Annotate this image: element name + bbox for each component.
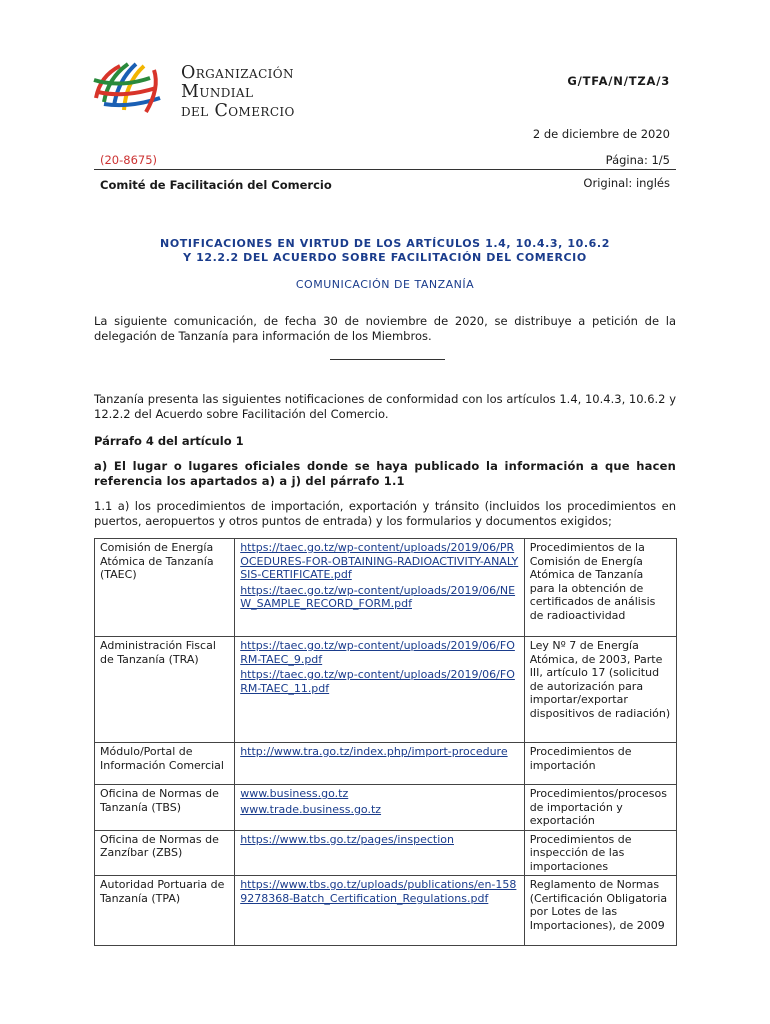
links-cell	[235, 743, 524, 785]
document-symbol: G/TFA/N/TZA/3	[567, 74, 670, 88]
table-row	[95, 637, 677, 743]
subsection-heading: a) El lugar o lugares oficiales donde se haya publicado la información a que hacen referencia los apartados a) a j) del párrafo 1.1	[94, 459, 676, 488]
agency-cell: Oficina de Normas de Zanzíbar (ZBS)	[95, 830, 235, 876]
document-link[interactable]: www.business.go.tz	[240, 787, 349, 800]
description-cell: Procedimientos/procesos de importación y exportación	[524, 785, 676, 831]
table-row	[95, 785, 677, 831]
item-paragraph: 1.1 a) los procedimientos de importación, exportación y tránsito (incluidos los procedimientos en puertos, aeropuertos y otros puntos de entrada) y los formularios y documentos exigidos;	[94, 499, 676, 528]
description-cell: Procedimientos de inspección de las importaciones	[524, 830, 676, 876]
links-cell	[235, 637, 524, 743]
title-line-1: NOTIFICACIONES EN VIRTUD DE LOS ARTÍCULOS 1.4, 10.4.3, 10.6.2	[160, 237, 610, 250]
organization-name	[181, 64, 295, 121]
page-number: Página: 1/5	[605, 153, 670, 167]
table-row	[95, 830, 677, 876]
table-row	[95, 539, 677, 637]
agency-cell: Módulo/Portal de Información Comercial	[95, 743, 235, 785]
document-link[interactable]: http://www.tra.go.tz/index.php/import-procedure	[240, 745, 508, 758]
section-heading: Párrafo 4 del artículo 1	[94, 434, 244, 448]
title-line-2: Y 12.2.2 DEL ACUERDO SOBRE FACILITACIÓN DEL COMERCIO	[183, 251, 587, 264]
document-link[interactable]: https://taec.go.tz/wp-content/uploads/2019/06/NEW_SAMPLE_RECORD_FORM.pdf	[240, 583, 516, 610]
table-row	[95, 876, 677, 946]
header-divider	[94, 169, 676, 170]
document-link[interactable]: https://taec.go.tz/wp-content/uploads/2019/06/FORM-TAEC_9.pdf	[240, 639, 515, 666]
description-cell: Procedimientos de importación	[524, 743, 676, 785]
table-row	[95, 743, 677, 785]
committee-name: Comité de Facilitación del Comercio	[100, 178, 332, 192]
links-cell	[235, 539, 524, 637]
org-name-line-2: Mundial	[181, 82, 254, 102]
original-language: Original: inglés	[583, 176, 670, 190]
agency-cell: Autoridad Portuaria de Tanzanía (TPA)	[95, 876, 235, 946]
intro-paragraph: La siguiente comunicación, de fecha 30 de noviembre de 2020, se distribuye a petición de la delegación de Tanzanía para información de los Miembros.	[94, 314, 676, 343]
org-name-line-3: del Comercio	[181, 101, 295, 121]
wto-logo-icon	[90, 58, 176, 118]
section-separator	[330, 359, 445, 360]
document-subtitle: COMUNICACIÓN DE TANZANÍA	[295, 278, 475, 291]
description-cell: Ley Nº 7 de Energía Atómica, de 2003, Parte III, artículo 17 (solicitud de autorización para importar/exportar dispositivos de radiación)	[524, 637, 676, 743]
org-name-line-1: Organización	[181, 63, 294, 83]
description-cell: Procedimientos de la Comisión de Energía Atómica de Tanzanía para la obtención de certificados de análisis de radioactividad	[524, 539, 676, 637]
notification-paragraph: Tanzanía presenta las siguientes notificaciones de conformidad con los artículos 1.4, 10.4.3, 10.6.2 y 12.2.2 del Acuerdo sobre Facilitación del Comercio.	[94, 392, 676, 421]
agency-cell: Oficina de Normas de Tanzanía (TBS)	[95, 785, 235, 831]
document-link[interactable]: https://taec.go.tz/wp-content/uploads/2019/06/PROCEDURES-FOR-OBTAINING-RADIOACTIVITY-ANALYSIS-CERTIFICATE.pdf	[240, 541, 519, 581]
document-title	[94, 237, 676, 265]
agency-cell: Comisión de Energía Atómica de Tanzanía (TAEC)	[95, 539, 235, 637]
document-date: 2 de diciembre de 2020	[532, 127, 670, 141]
links-cell	[235, 876, 524, 946]
agency-cell: Administración Fiscal de Tanzanía (TRA)	[95, 637, 235, 743]
document-link[interactable]: https://www.tbs.go.tz/uploads/publications/en-1589278368-Batch_Certification_Regulations.pdf	[240, 878, 517, 905]
description-cell: Reglamento de Normas (Certificación Obligatoria por Lotes de las Importaciones), de 2009	[524, 876, 676, 946]
document-number: (20-8675)	[100, 153, 158, 167]
links-cell	[235, 830, 524, 876]
document-link[interactable]: https://taec.go.tz/wp-content/uploads/2019/06/FORM-TAEC_11.pdf	[240, 668, 515, 695]
document-link[interactable]: https://www.tbs.go.tz/pages/inspection	[240, 832, 454, 846]
links-cell	[235, 785, 524, 831]
procedures-table	[94, 538, 677, 946]
document-link[interactable]: www.trade.business.go.tz	[240, 802, 382, 816]
